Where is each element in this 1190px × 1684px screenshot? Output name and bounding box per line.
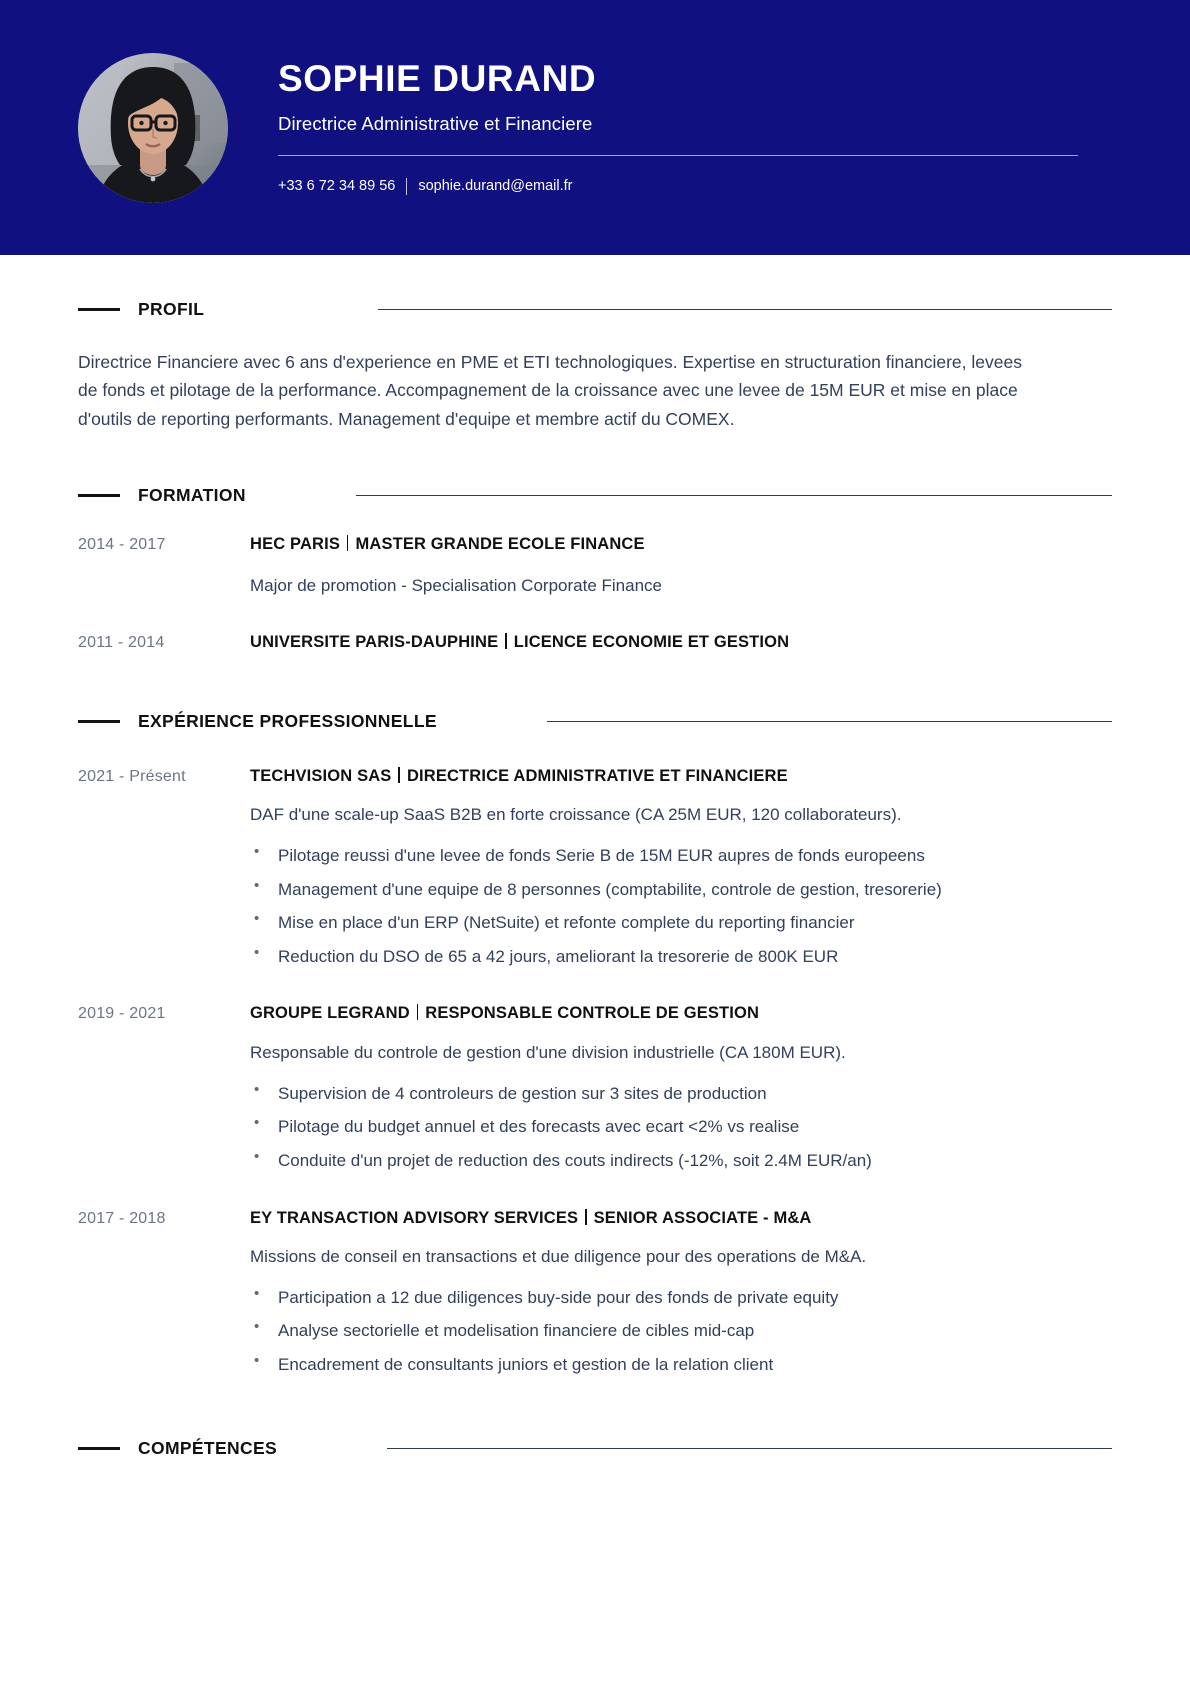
list-item: • Reduction du DSO de 65 a 42 jours, ameliorant la tresorerie de 800K EUR bbox=[250, 945, 1112, 970]
title-separator-icon bbox=[585, 1209, 587, 1225]
experience-summary: Missions de conseil en transactions et due diligence pour des operations de M&A. bbox=[250, 1247, 867, 1267]
experience-detail bbox=[250, 766, 1112, 970]
resume-header bbox=[0, 0, 1190, 255]
section-dash-icon bbox=[78, 720, 120, 723]
education-note: Major de promotion - Specialisation Corporate Finance bbox=[250, 575, 662, 595]
title-separator-icon bbox=[347, 535, 349, 551]
education-detail bbox=[250, 534, 1112, 598]
education-dates: 2014 - 2017 bbox=[78, 536, 166, 554]
experience-dates: 2019 - 2021 bbox=[78, 1005, 166, 1023]
section-header-formation bbox=[78, 485, 1112, 506]
experience-company: TECHVISION SAS bbox=[250, 766, 392, 785]
experience-dates: 2017 - 2018 bbox=[78, 1209, 166, 1227]
experience-role: DIRECTRICE ADMINISTRATIVE ET FINANCIERE bbox=[406, 766, 788, 785]
header-divider bbox=[278, 155, 1078, 156]
education-entry bbox=[78, 632, 1112, 653]
portrait-photo-icon bbox=[78, 53, 228, 203]
title-separator-icon bbox=[505, 633, 507, 649]
job-title: Directrice Administrative et Financiere bbox=[278, 112, 593, 134]
list-item: • Management d'une equipe de 8 personnes (comptabilite, controle de gestion, tresorerie) bbox=[250, 878, 1112, 903]
experience-bullet-list bbox=[250, 844, 1112, 970]
list-item: • Supervision de 4 controleurs de gestion sur 3 sites de production bbox=[250, 1082, 1112, 1107]
experience-detail bbox=[250, 1208, 1112, 1378]
education-organisation: UNIVERSITE PARIS-DAUPHINE bbox=[250, 633, 499, 652]
education-dates: 2011 - 2014 bbox=[78, 634, 165, 652]
experience-bullet-list bbox=[250, 1082, 1112, 1174]
title-separator-icon bbox=[417, 1004, 419, 1020]
education-degree: LICENCE ECONOMIE ET GESTION bbox=[513, 633, 790, 652]
contact-line bbox=[278, 178, 1078, 195]
experience-title bbox=[250, 1208, 1112, 1229]
experience-role: SENIOR ASSOCIATE - M&A bbox=[593, 1208, 812, 1227]
education-entry bbox=[78, 534, 1112, 598]
section-dash-icon bbox=[78, 1447, 120, 1450]
profile-paragraph: Directrice Financiere avec 6 ans d'experience en PME et ETI technologiques. Expertise en structuration financiere, levees de fonds et pilotage de la performance. Accompagnement de la croissance avec une levee de 15M EUR et mise en place d'outils de reporting performants. Management d'equipe et membre actif du COMEX. bbox=[78, 352, 1022, 429]
list-item: • Analyse sectorielle et modelisation financiere de cibles mid-cap bbox=[250, 1319, 1112, 1344]
education-detail bbox=[250, 632, 1112, 653]
section-title-formation: FORMATION bbox=[138, 485, 246, 506]
experience-title bbox=[250, 766, 1112, 787]
section-header-experience bbox=[78, 711, 1112, 732]
section-rule bbox=[378, 309, 1112, 310]
section-title-competences: COMPÉTENCES bbox=[138, 1437, 278, 1458]
header-text-block bbox=[278, 60, 1190, 195]
list-item: • Pilotage du budget annuel et des forecasts avec ecart <2% vs realise bbox=[250, 1115, 1112, 1140]
title-separator-icon bbox=[398, 767, 400, 783]
experience-title bbox=[250, 1003, 1112, 1024]
experience-bullet-list bbox=[250, 1286, 1112, 1378]
section-dash-icon bbox=[78, 308, 120, 311]
resume-body bbox=[0, 299, 1190, 1459]
education-title bbox=[250, 632, 1112, 653]
experience-entry bbox=[78, 1208, 1112, 1378]
experience-company: GROUPE LEGRAND bbox=[250, 1004, 410, 1023]
experience-entry bbox=[78, 766, 1112, 970]
list-item: • Encadrement de consultants juniors et gestion de la relation client bbox=[250, 1353, 1112, 1378]
section-title-profil: PROFIL bbox=[138, 299, 205, 319]
section-rule bbox=[387, 1448, 1112, 1449]
experience-role: RESPONSABLE CONTROLE DE GESTION bbox=[425, 1004, 760, 1023]
contact-separator bbox=[406, 178, 407, 195]
email-address[interactable]: sophie.durand@email.fr bbox=[418, 178, 573, 195]
section-title-experience: EXPÉRIENCE PROFESSIONNELLE bbox=[138, 710, 437, 731]
list-item: • Participation a 12 due diligences buy-side pour des fonds de private equity bbox=[250, 1286, 1112, 1311]
section-header-competences bbox=[78, 1438, 1112, 1459]
section-dash-icon bbox=[78, 494, 120, 497]
experience-entry bbox=[78, 1003, 1112, 1173]
experience-dates: 2021 - Présent bbox=[78, 767, 186, 785]
education-title bbox=[250, 534, 1112, 555]
section-header-profil bbox=[78, 299, 1112, 320]
education-degree: MASTER GRANDE ECOLE FINANCE bbox=[355, 535, 645, 554]
list-item: • Mise en place d'un ERP (NetSuite) et refonte complete du reporting financier bbox=[250, 911, 1112, 936]
phone-number[interactable]: +33 6 72 34 89 56 bbox=[278, 178, 396, 195]
education-organisation: HEC PARIS bbox=[250, 535, 340, 554]
experience-summary: DAF d'une scale-up SaaS B2B en forte croissance (CA 25M EUR, 120 collaborateurs). bbox=[250, 805, 902, 825]
experience-summary: Responsable du controle de gestion d'une division industrielle (CA 180M EUR). bbox=[250, 1043, 846, 1063]
list-item: • Pilotage reussi d'une levee de fonds Serie B de 15M EUR aupres de fonds europeens bbox=[250, 844, 1112, 869]
experience-company: EY TRANSACTION ADVISORY SERVICES bbox=[250, 1208, 579, 1227]
list-item: • Conduite d'un projet de reduction des couts indirects (-12%, soit 2.4M EUR/an) bbox=[250, 1149, 1112, 1174]
page-title: SOPHIE DURAND bbox=[278, 58, 597, 100]
section-rule bbox=[356, 495, 1112, 496]
experience-detail bbox=[250, 1003, 1112, 1173]
section-rule bbox=[547, 721, 1112, 722]
avatar bbox=[78, 53, 228, 203]
